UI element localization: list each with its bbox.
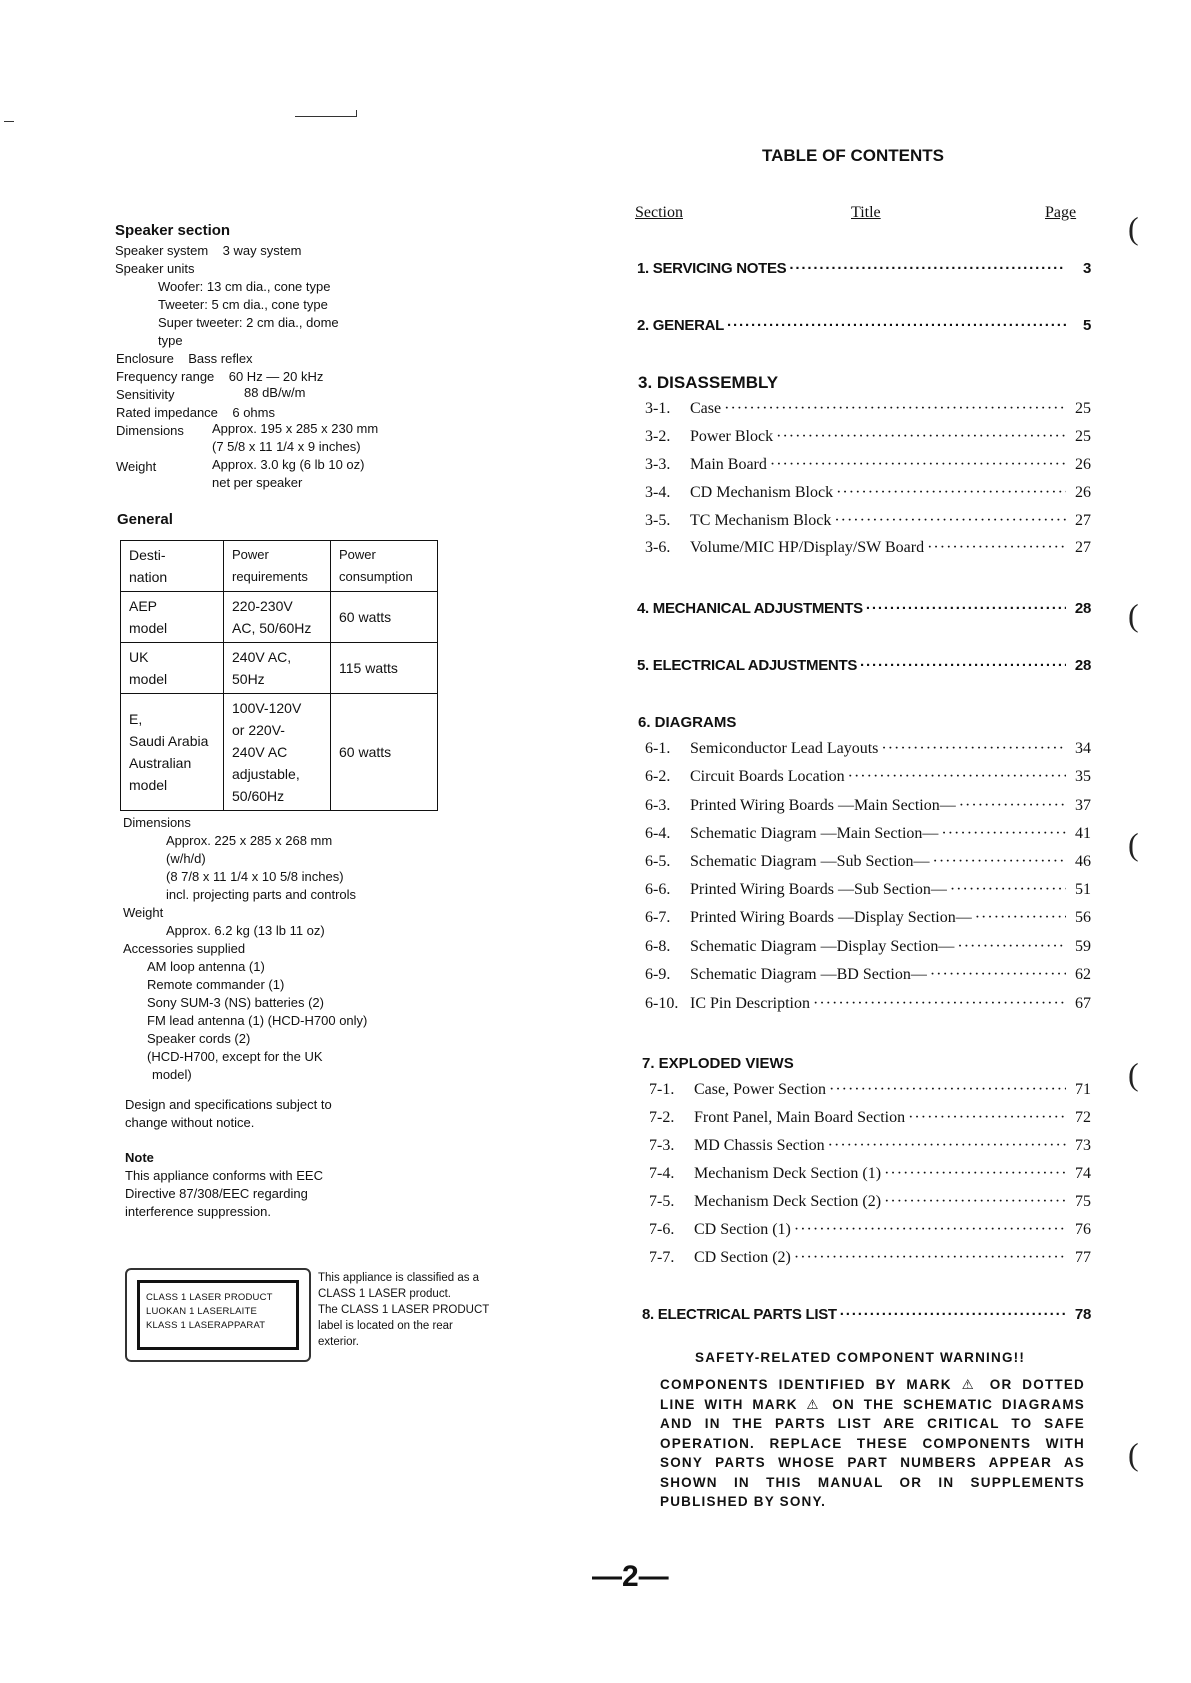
- toc-leader: [836, 484, 1066, 502]
- toc-subentry[interactable]: [645, 484, 1091, 502]
- toc-page: 71: [1075, 1081, 1091, 1098]
- laser-label-box: [125, 1268, 311, 1362]
- spec-line: Woofer: 13 cm dia., cone type: [158, 279, 331, 294]
- toc-leader: [930, 966, 1066, 984]
- spec-line: type: [158, 333, 183, 348]
- toc-leader: [927, 539, 1066, 557]
- table-cell: 60 watts: [331, 592, 438, 643]
- general-title: General: [117, 511, 173, 528]
- toc-title-text: CD Section (1): [694, 1221, 791, 1238]
- spec-line: Approx. 3.0 kg (6 lb 10 oz): [212, 457, 365, 472]
- spec-line: (w/h/d): [166, 851, 206, 866]
- toc-leader: [770, 456, 1066, 474]
- spec-line: Weight: [116, 459, 157, 474]
- toc-title-text: TC Mechanism Block: [690, 512, 832, 529]
- table-row: [121, 694, 438, 811]
- toc-subentry[interactable]: [645, 853, 1091, 871]
- toc-leader: [908, 1109, 1066, 1127]
- toc-title: TABLE OF CONTENTS: [762, 146, 944, 165]
- toc-num: 6-3.: [645, 797, 671, 814]
- toc-subentry[interactable]: [645, 400, 1091, 418]
- toc-subentry[interactable]: [645, 768, 1091, 786]
- table-cell: 100V-120V or 220V- 240V AC adjustable, 50/60Hz: [224, 694, 331, 811]
- table-header-cell: Power requirements: [224, 541, 331, 592]
- toc-title-text: Mechanism Deck Section (2): [694, 1193, 882, 1210]
- toc-subentry[interactable]: [649, 1249, 1091, 1267]
- toc-entry-label: 1. SERVICING NOTES: [637, 260, 787, 277]
- margin-bracket-mark: (: [1128, 210, 1139, 246]
- toc-subentry[interactable]: [645, 966, 1091, 984]
- spec-line: Sensitivity: [116, 387, 175, 402]
- laser-caption-line: CLASS 1 LASER product.: [318, 1288, 451, 1300]
- toc-section-heading: 6. DIAGRAMS: [638, 714, 737, 731]
- toc-num: 7-3.: [649, 1137, 675, 1154]
- spec-line: Enclosure Bass reflex: [116, 351, 253, 366]
- note-line: interference suppression.: [125, 1204, 271, 1219]
- spec-line: (HCD-H700, except for the UK: [147, 1049, 323, 1064]
- toc-leader: [848, 768, 1066, 786]
- toc-leader: [933, 853, 1066, 871]
- toc-leader: [813, 995, 1066, 1013]
- toc-subentry[interactable]: [645, 881, 1091, 899]
- table-cell: 60 watts: [331, 694, 438, 811]
- toc-num: 3-3.: [645, 456, 671, 473]
- laser-label-line: LUOKAN 1 LASERLAITE: [146, 1306, 257, 1317]
- toc-col-page: Page: [1045, 204, 1077, 221]
- toc-page: 27: [1075, 512, 1091, 529]
- toc-leader: [884, 1165, 1066, 1183]
- laser-caption-line: The CLASS 1 LASER PRODUCT: [318, 1304, 490, 1316]
- toc-entry[interactable]: [637, 317, 1091, 334]
- toc-leader: [776, 428, 1066, 446]
- spec-line: 88 dB/w/m: [244, 385, 306, 400]
- toc-leader: [866, 600, 1066, 617]
- spec-line: incl. projecting parts and controls: [166, 887, 357, 902]
- toc-title-text: CD Mechanism Block: [690, 484, 834, 501]
- toc-num: 6-9.: [645, 966, 671, 983]
- notice-line: Design and specifications subject to: [125, 1097, 332, 1112]
- margin-bracket-mark: (: [1128, 1436, 1139, 1472]
- table-header-row: [121, 541, 438, 592]
- spec-line: Weight: [123, 905, 164, 920]
- toc-title-text: Schematic Diagram —Display Section—: [690, 938, 955, 955]
- spec-line: Accessories supplied: [123, 941, 246, 956]
- toc-title-text: Schematic Diagram —Main Section—: [690, 825, 939, 842]
- toc-title-text: Power Block: [690, 428, 774, 445]
- toc-subentry[interactable]: [645, 539, 1091, 557]
- toc-num: 7-5.: [649, 1193, 675, 1210]
- toc-leader: [959, 797, 1066, 815]
- toc-num: 7-6.: [649, 1221, 675, 1238]
- toc-leader: [860, 657, 1066, 674]
- toc-page: 34: [1075, 740, 1091, 757]
- spec-line: Speaker cords (2): [147, 1031, 251, 1046]
- toc-leader: [975, 909, 1066, 927]
- toc-leader: [957, 938, 1066, 956]
- toc-col-title: Title: [851, 204, 881, 221]
- toc-title-text: Printed Wiring Boards —Display Section—: [690, 909, 972, 926]
- toc-page: 62: [1075, 966, 1091, 983]
- spec-line: (8 7/8 x 11 1/4 x 10 5/8 inches): [166, 869, 344, 884]
- table-cell: 240V AC, 50Hz: [224, 643, 331, 694]
- toc-col-section: Section: [635, 204, 683, 221]
- toc-page: 37: [1075, 797, 1091, 814]
- table-cell: 220-230V AC, 50/60Hz: [224, 592, 331, 643]
- toc-title-text: Mechanism Deck Section (1): [694, 1165, 882, 1182]
- toc-num: 6-10.: [645, 995, 679, 1012]
- toc-entry[interactable]: [637, 657, 1091, 674]
- toc-num: 6-8.: [645, 938, 671, 955]
- toc-title-text: Volume/MIC HP/Display/SW Board: [690, 539, 925, 556]
- toc-entry-label: 5. ELECTRICAL ADJUSTMENTS: [637, 657, 858, 674]
- note-line: This appliance conforms with EEC: [125, 1168, 323, 1183]
- toc-leader: [950, 881, 1066, 899]
- spec-line: net per speaker: [212, 475, 303, 490]
- toc-leader: [794, 1221, 1066, 1239]
- scan-mark-tick: [356, 110, 357, 117]
- table-cell: 115 watts: [331, 643, 438, 694]
- spec-line: Approx. 195 x 285 x 230 mm: [212, 421, 379, 436]
- table-row: [121, 592, 438, 643]
- toc-subentry[interactable]: [645, 797, 1091, 815]
- toc-num: 3-6.: [645, 539, 671, 556]
- toc-title-text: Circuit Boards Location: [690, 768, 845, 785]
- toc-num: 6-7.: [645, 909, 671, 926]
- spec-line: Frequency range 60 Hz — 20 kHz: [116, 369, 324, 384]
- toc-subentry[interactable]: [649, 1137, 1091, 1155]
- toc-leader: [941, 825, 1066, 843]
- toc-entry-page: 5: [1082, 317, 1091, 334]
- spec-line: Speaker system 3 way system: [115, 243, 302, 258]
- speaker-section-title: Speaker section: [115, 222, 231, 239]
- toc-subentry[interactable]: [649, 1221, 1091, 1239]
- spec-line: Remote commander (1): [147, 977, 285, 992]
- table-row: [121, 643, 438, 694]
- toc-title-text: CD Section (2): [694, 1249, 791, 1266]
- toc-page: 26: [1075, 456, 1091, 473]
- toc-title-text: MD Chassis Section: [694, 1137, 825, 1154]
- toc-subentry[interactable]: [645, 512, 1091, 530]
- toc-num: 7-7.: [649, 1249, 675, 1266]
- spec-line: AM loop antenna (1): [147, 959, 265, 974]
- spec-line: Rated impedance 6 ohms: [116, 405, 275, 420]
- laser-label: [137, 1280, 299, 1350]
- spec-line: Approx. 225 x 285 x 268 mm: [166, 833, 333, 848]
- toc-subentry[interactable]: [645, 456, 1091, 474]
- table-cell: UK model: [121, 643, 224, 694]
- toc-subentry[interactable]: [645, 938, 1091, 956]
- toc-title-text: Schematic Diagram —BD Section—: [690, 966, 927, 983]
- toc-leader: [881, 740, 1066, 758]
- toc-entry-page: 28: [1074, 600, 1091, 617]
- note-title: Note: [125, 1150, 154, 1165]
- toc-num: 6-1.: [645, 740, 671, 757]
- toc-entry-page: 3: [1082, 260, 1091, 277]
- safety-title: SAFETY-RELATED COMPONENT WARNING!!: [695, 1350, 1026, 1365]
- table-cell: AEP model: [121, 592, 224, 643]
- toc-page: 46: [1075, 853, 1091, 870]
- toc-page: 27: [1075, 539, 1091, 556]
- toc-subentry[interactable]: [649, 1165, 1091, 1183]
- laser-caption-line: exterior.: [318, 1336, 359, 1348]
- toc-page: 76: [1075, 1221, 1091, 1238]
- toc-section-heading: 3. DISASSEMBLY: [638, 373, 779, 392]
- toc-num: 3-4.: [645, 484, 671, 501]
- toc-title-text: Semiconductor Lead Layouts: [690, 740, 879, 757]
- toc-leader: [834, 512, 1066, 530]
- toc-page: 25: [1075, 400, 1091, 417]
- page-number: —2—: [592, 1560, 669, 1593]
- toc-page: 77: [1075, 1249, 1091, 1266]
- spec-line: Dimensions: [123, 815, 191, 830]
- toc-leader: [829, 1081, 1066, 1099]
- toc-page: 25: [1075, 428, 1091, 445]
- table-header-cell: Desti- nation: [121, 541, 224, 592]
- margin-bracket-mark: (: [1128, 826, 1139, 862]
- scan-mark-line: [295, 116, 357, 117]
- toc-page: 74: [1075, 1165, 1091, 1182]
- laser-caption: [318, 1270, 489, 1350]
- toc-entry[interactable]: [637, 600, 1091, 617]
- table-header-cell: Power consumption: [331, 541, 438, 592]
- scan-mark-dash: [4, 121, 14, 122]
- toc-subentry[interactable]: [645, 428, 1091, 446]
- toc-page: 73: [1075, 1137, 1091, 1154]
- toc-num: 3-1.: [645, 400, 671, 417]
- spec-line: Speaker units: [115, 261, 195, 276]
- toc-num: 7-1.: [649, 1081, 675, 1098]
- safety-text: COMPONENTS IDENTIFIED BY MARK ⚠ OR DOTTED LINE WITH MARK ⚠ ON THE SCHEMATIC DIAGRAMS AND IN THE PARTS LIST ARE CRITICAL TO SAFE OPERATION. REPLACE THESE COMPONENTS WITH SONY PARTS WHOSE PART NUMBERS APPEAR AS SHOWN IN THIS MANUAL OR IN SUPPLEMENTS PUBLISHED BY SONY.: [660, 1377, 1085, 1509]
- toc-leader: [884, 1193, 1066, 1211]
- spec-line: (7 5/8 x 11 1/4 x 9 inches): [212, 439, 361, 454]
- toc-entry-page: 78: [1074, 1306, 1091, 1323]
- toc-page: 41: [1075, 825, 1091, 842]
- power-table: [120, 540, 438, 811]
- notice-line: change without notice.: [125, 1115, 255, 1130]
- toc-page: 75: [1075, 1193, 1091, 1210]
- toc-leader: [840, 1306, 1066, 1323]
- toc-entry-label: 2. GENERAL: [637, 317, 725, 334]
- toc-num: 7-4.: [649, 1165, 675, 1182]
- toc-subentry[interactable]: [645, 909, 1091, 927]
- margin-bracket-mark: (: [1128, 597, 1139, 633]
- toc-section-heading: 7. EXPLODED VIEWS: [642, 1055, 794, 1072]
- laser-caption-line: label is located on the rear: [318, 1320, 453, 1332]
- spec-line: model): [152, 1067, 192, 1082]
- toc-entry-page: 28: [1074, 657, 1091, 674]
- toc-title-text: IC Pin Description: [690, 995, 810, 1012]
- toc-entry-label: 4. MECHANICAL ADJUSTMENTS: [637, 600, 863, 617]
- toc-leader: [828, 1137, 1066, 1155]
- spec-line: Approx. 6.2 kg (13 lb 11 oz): [166, 923, 325, 938]
- toc-title-text: Printed Wiring Boards —Main Section—: [690, 797, 956, 814]
- toc-page: 35: [1075, 768, 1091, 785]
- toc-title-text: Case, Power Section: [694, 1081, 826, 1098]
- spec-line: FM lead antenna (1) (HCD-H700 only): [147, 1013, 368, 1028]
- toc-entry[interactable]: [637, 260, 1091, 277]
- toc-page: 59: [1075, 938, 1091, 955]
- toc-leader: [727, 317, 1066, 334]
- laser-label-line: CLASS 1 LASER PRODUCT: [146, 1292, 273, 1303]
- toc-subentry[interactable]: [649, 1081, 1091, 1099]
- toc-subentry[interactable]: [645, 995, 1091, 1013]
- toc-leader: [794, 1249, 1066, 1267]
- spec-line: Dimensions: [116, 423, 184, 438]
- toc-subentry[interactable]: [649, 1193, 1091, 1211]
- toc-title-text: Printed Wiring Boards —Sub Section—: [690, 881, 947, 898]
- spec-line: Super tweeter: 2 cm dia., dome: [158, 315, 339, 330]
- margin-bracket-mark: (: [1128, 1056, 1139, 1092]
- toc-num: 6-5.: [645, 853, 671, 870]
- toc-num: 3-2.: [645, 428, 671, 445]
- toc-subentry[interactable]: [645, 825, 1091, 843]
- note-line: Directive 87/308/EEC regarding: [125, 1186, 308, 1201]
- toc-page: 56: [1075, 909, 1091, 926]
- toc-num: 7-2.: [649, 1109, 675, 1126]
- laser-caption-line: This appliance is classified as a: [318, 1272, 480, 1284]
- toc-page: 51: [1075, 881, 1091, 898]
- toc-num: 6-6.: [645, 881, 671, 898]
- toc-page: 26: [1075, 484, 1091, 501]
- spec-line: Tweeter: 5 cm dia., cone type: [158, 297, 328, 312]
- toc-page: 67: [1075, 995, 1091, 1012]
- toc-title-text: Main Board: [690, 456, 767, 473]
- toc-title-text: Case: [690, 400, 722, 417]
- toc-page: 72: [1075, 1109, 1091, 1126]
- spec-line: Sony SUM-3 (NS) batteries (2): [147, 995, 324, 1010]
- toc-num: 6-2.: [645, 768, 671, 785]
- toc-subentry[interactable]: [645, 740, 1091, 758]
- laser-label-line: KLASS 1 LASERAPPARAT: [146, 1320, 266, 1331]
- toc-num: 3-5.: [645, 512, 671, 529]
- toc-leader: [724, 400, 1066, 418]
- table-cell: E, Saudi Arabia Australian model: [121, 694, 224, 811]
- toc-num: 6-4.: [645, 825, 671, 842]
- toc-entry-label: 8. ELECTRICAL PARTS LIST: [642, 1306, 837, 1323]
- toc-title-text: Schematic Diagram —Sub Section—: [690, 853, 930, 870]
- toc-leader: [789, 260, 1066, 277]
- toc-subentry[interactable]: [649, 1109, 1091, 1127]
- toc-entry[interactable]: [642, 1306, 1091, 1323]
- toc-title-text: Front Panel, Main Board Section: [694, 1109, 906, 1126]
